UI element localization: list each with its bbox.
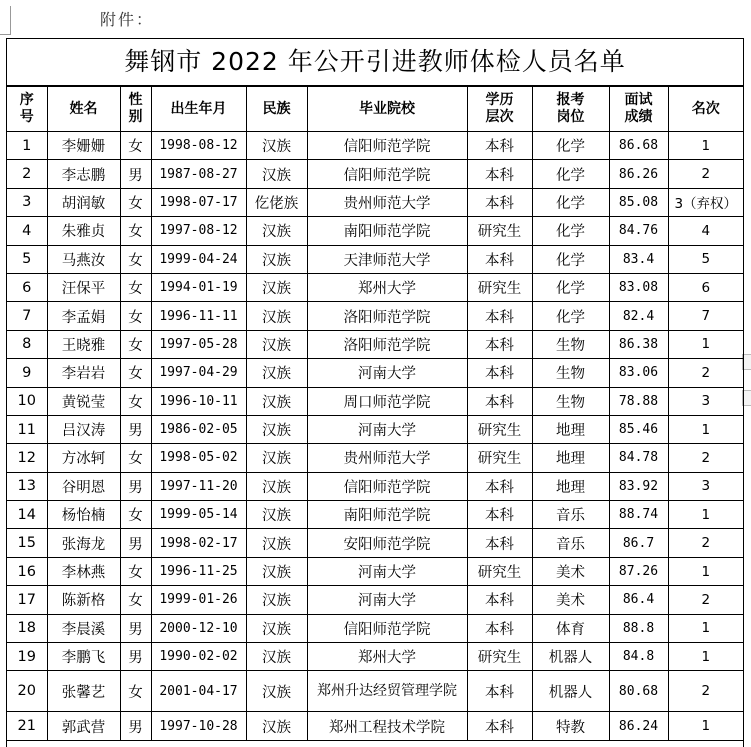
table-row <box>7 529 743 557</box>
cell-education: 本科 <box>467 712 532 740</box>
header-line: 姓名 <box>69 100 98 117</box>
cell-birthdate: 2000-12-10 <box>151 614 246 642</box>
header-line: 岗位 <box>556 109 585 125</box>
header-line: 名次 <box>691 100 720 117</box>
cell-rank: 1 <box>668 415 743 443</box>
cell-education: 研究生 <box>467 217 532 245</box>
cell-rank: 3 <box>668 387 743 415</box>
cell-gender: 女 <box>120 586 151 614</box>
table-row <box>7 472 743 500</box>
cell-education: 本科 <box>467 330 532 358</box>
cell-name: 陈新格 <box>47 586 120 614</box>
cell-position: 生物 <box>532 359 609 387</box>
cell-education: 本科 <box>467 472 532 500</box>
cell-score: 86.26 <box>609 160 668 188</box>
table-row <box>7 217 743 245</box>
table-row <box>7 359 743 387</box>
cell-position: 机器人 <box>532 643 609 671</box>
cell-name: 李林燕 <box>47 557 120 585</box>
cell-name: 王晓雅 <box>47 330 120 358</box>
cell-score: 86.68 <box>609 132 668 160</box>
cell-school: 信阳师范学院 <box>307 614 467 642</box>
cell-birthdate: 1997-11-20 <box>151 472 246 500</box>
cell-school: 河南大学 <box>307 415 467 443</box>
cell-education: 研究生 <box>467 643 532 671</box>
cell-birthdate: 1998-05-02 <box>151 444 246 472</box>
table-row <box>7 501 743 529</box>
cell-score: 84.8 <box>609 643 668 671</box>
cell-position: 特教 <box>532 712 609 740</box>
cell-ethnicity: 汉族 <box>246 586 307 614</box>
cell-name: 张馨艺 <box>47 671 120 712</box>
cell-school: 南阳师范学院 <box>307 501 467 529</box>
cell-school: 郑州升达经贸管理学院 <box>307 671 467 712</box>
cell-rank: 1 <box>668 501 743 529</box>
roster-table <box>7 86 743 741</box>
cell-name: 李岩岩 <box>47 359 120 387</box>
cell-education: 研究生 <box>467 415 532 443</box>
cell-name: 方冰轲 <box>47 444 120 472</box>
cell-school: 洛阳师范学院 <box>307 330 467 358</box>
header-line: 序 <box>19 92 34 108</box>
cell-seq: 21 <box>7 712 47 740</box>
cell-rank: 2 <box>668 671 743 712</box>
document-title: 舞钢市 2022 年公开引进教师体检人员名单 <box>7 39 743 86</box>
cell-gender: 女 <box>120 444 151 472</box>
cell-education: 本科 <box>467 160 532 188</box>
cell-name: 胡润敏 <box>47 188 120 216</box>
cell-score: 86.38 <box>609 330 668 358</box>
cell-ethnicity: 仡佬族 <box>246 188 307 216</box>
cell-position: 化学 <box>532 245 609 273</box>
table-row <box>7 132 743 160</box>
cell-position: 化学 <box>532 302 609 330</box>
cell-birthdate: 1999-05-14 <box>151 501 246 529</box>
cell-score: 80.68 <box>609 671 668 712</box>
header-col-name <box>47 87 120 132</box>
cell-gender: 男 <box>120 160 151 188</box>
header-col-rank <box>668 87 743 132</box>
cell-birthdate: 1998-02-17 <box>151 529 246 557</box>
header-line: 毕业院校 <box>359 100 415 117</box>
cell-seq: 10 <box>7 387 47 415</box>
cell-education: 研究生 <box>467 557 532 585</box>
table-body <box>7 132 743 741</box>
header-col-gender <box>120 87 151 132</box>
table-row <box>7 330 743 358</box>
cell-birthdate: 2001-04-17 <box>151 671 246 712</box>
cell-position: 地理 <box>532 472 609 500</box>
cell-gender: 男 <box>120 472 151 500</box>
cell-position: 美术 <box>532 586 609 614</box>
cell-score: 78.88 <box>609 387 668 415</box>
cell-score: 87.26 <box>609 557 668 585</box>
cell-position: 化学 <box>532 188 609 216</box>
cell-score: 86.4 <box>609 586 668 614</box>
cell-rank: 2 <box>668 586 743 614</box>
cell-name: 张海龙 <box>47 529 120 557</box>
cell-ethnicity: 汉族 <box>246 671 307 712</box>
cell-birthdate: 1997-05-28 <box>151 330 246 358</box>
table-row <box>7 273 743 301</box>
cell-name: 谷明恩 <box>47 472 120 500</box>
cell-birthdate: 1998-08-12 <box>151 132 246 160</box>
cell-gender: 男 <box>120 415 151 443</box>
cell-rank: 1 <box>668 614 743 642</box>
header-col-seq <box>7 87 47 132</box>
cell-position: 机器人 <box>532 671 609 712</box>
cell-ethnicity: 汉族 <box>246 160 307 188</box>
cell-ethnicity: 汉族 <box>246 217 307 245</box>
cell-rank: 1 <box>668 557 743 585</box>
cell-position: 地理 <box>532 444 609 472</box>
cell-gender: 女 <box>120 245 151 273</box>
cell-birthdate: 1996-10-11 <box>151 387 246 415</box>
cell-rank: 2 <box>668 160 743 188</box>
cell-rank: 5 <box>668 245 743 273</box>
cell-score: 88.74 <box>609 501 668 529</box>
cell-gender: 女 <box>120 217 151 245</box>
cell-education: 本科 <box>467 586 532 614</box>
cell-name: 李鹏飞 <box>47 643 120 671</box>
cell-rank: 7 <box>668 302 743 330</box>
cell-education: 本科 <box>467 671 532 712</box>
cell-score: 84.76 <box>609 217 668 245</box>
cell-seq: 7 <box>7 302 47 330</box>
cell-school: 信阳师范学院 <box>307 160 467 188</box>
cell-gender: 女 <box>120 557 151 585</box>
cell-rank: 2 <box>668 529 743 557</box>
cell-education: 本科 <box>467 188 532 216</box>
table-row <box>7 557 743 585</box>
cell-name: 郭武营 <box>47 712 120 740</box>
header-line: 别 <box>128 109 143 125</box>
cell-school: 洛阳师范学院 <box>307 302 467 330</box>
cell-rank: 1 <box>668 132 743 160</box>
cell-ethnicity: 汉族 <box>246 614 307 642</box>
cell-seq: 9 <box>7 359 47 387</box>
cell-name: 朱雅贞 <box>47 217 120 245</box>
cell-school: 河南大学 <box>307 557 467 585</box>
cell-seq: 5 <box>7 245 47 273</box>
cell-name: 黄锐莹 <box>47 387 120 415</box>
cell-name: 李晨溪 <box>47 614 120 642</box>
cell-education: 本科 <box>467 529 532 557</box>
cell-position: 生物 <box>532 330 609 358</box>
cell-school: 郑州大学 <box>307 643 467 671</box>
cell-ethnicity: 汉族 <box>246 557 307 585</box>
cell-gender: 男 <box>120 529 151 557</box>
header-line: 号 <box>19 109 34 125</box>
table-row <box>7 245 743 273</box>
cell-birthdate: 1994-01-19 <box>151 273 246 301</box>
cell-position: 美术 <box>532 557 609 585</box>
cell-gender: 女 <box>120 302 151 330</box>
table-row <box>7 614 743 642</box>
cell-education: 本科 <box>467 501 532 529</box>
cell-position: 化学 <box>532 132 609 160</box>
cell-score: 86.24 <box>609 712 668 740</box>
cell-ethnicity: 汉族 <box>246 415 307 443</box>
cell-score: 85.46 <box>609 415 668 443</box>
cell-position: 化学 <box>532 160 609 188</box>
cell-seq: 1 <box>7 132 47 160</box>
cell-name: 吕汉涛 <box>47 415 120 443</box>
cell-name: 李姗姗 <box>47 132 120 160</box>
cell-score: 88.8 <box>609 614 668 642</box>
cell-gender: 女 <box>120 132 151 160</box>
cell-seq: 15 <box>7 529 47 557</box>
cell-education: 本科 <box>467 245 532 273</box>
cell-name: 李孟娟 <box>47 302 120 330</box>
cell-gender: 男 <box>120 643 151 671</box>
cell-score: 83.92 <box>609 472 668 500</box>
cell-seq: 12 <box>7 444 47 472</box>
cell-seq: 3 <box>7 188 47 216</box>
cell-school: 周口师范学院 <box>307 387 467 415</box>
cell-name: 杨怡楠 <box>47 501 120 529</box>
cell-school: 郑州工程技术学院 <box>307 712 467 740</box>
cell-seq: 16 <box>7 557 47 585</box>
cell-rank: 1 <box>668 330 743 358</box>
header-col-score <box>609 87 668 132</box>
header-col-birthdate <box>151 87 246 132</box>
table-row <box>7 415 743 443</box>
cell-education: 本科 <box>467 387 532 415</box>
cell-seq: 18 <box>7 614 47 642</box>
cell-birthdate: 1999-04-24 <box>151 245 246 273</box>
cell-gender: 女 <box>120 387 151 415</box>
cell-education: 本科 <box>467 132 532 160</box>
cell-birthdate: 1986-02-05 <box>151 415 246 443</box>
cell-school: 贵州师范大学 <box>307 188 467 216</box>
cell-birthdate: 1996-11-25 <box>151 557 246 585</box>
cell-ethnicity: 汉族 <box>246 302 307 330</box>
header-line: 面试 <box>624 92 653 108</box>
cell-position: 音乐 <box>532 501 609 529</box>
cell-ethnicity: 汉族 <box>246 501 307 529</box>
cell-gender: 男 <box>120 614 151 642</box>
cell-school: 郑州大学 <box>307 273 467 301</box>
cell-birthdate: 1997-08-12 <box>151 217 246 245</box>
cell-birthdate: 1996-11-11 <box>151 302 246 330</box>
header-col-school <box>307 87 467 132</box>
table-row <box>7 188 743 216</box>
table-row <box>7 712 743 740</box>
cell-birthdate: 1997-10-28 <box>151 712 246 740</box>
header-line: 出生年月 <box>170 100 227 117</box>
cell-education: 本科 <box>467 614 532 642</box>
cell-ethnicity: 汉族 <box>246 387 307 415</box>
cell-seq: 14 <box>7 501 47 529</box>
cell-gender: 女 <box>120 671 151 712</box>
cell-ethnicity: 汉族 <box>246 245 307 273</box>
cell-ethnicity: 汉族 <box>246 273 307 301</box>
cell-gender: 女 <box>120 273 151 301</box>
cell-rank: 1 <box>668 643 743 671</box>
cell-ethnicity: 汉族 <box>246 643 307 671</box>
header-col-ethnicity <box>246 87 307 132</box>
cell-score: 84.78 <box>609 444 668 472</box>
cell-ethnicity: 汉族 <box>246 132 307 160</box>
page-corner-mark <box>0 6 11 35</box>
cell-school: 南阳师范学院 <box>307 217 467 245</box>
roster-sheet <box>6 38 744 747</box>
cell-education: 本科 <box>467 302 532 330</box>
cell-rank: 3 <box>668 472 743 500</box>
cell-school: 贵州师范大学 <box>307 444 467 472</box>
cell-school: 天津师范大学 <box>307 245 467 273</box>
cell-seq: 2 <box>7 160 47 188</box>
cell-ethnicity: 汉族 <box>246 712 307 740</box>
cell-ethnicity: 汉族 <box>246 359 307 387</box>
cell-name: 李志鹏 <box>47 160 120 188</box>
cell-rank: 2 <box>668 444 743 472</box>
cell-ethnicity: 汉族 <box>246 472 307 500</box>
cell-gender: 女 <box>120 359 151 387</box>
header-col-position <box>532 87 609 132</box>
cell-seq: 6 <box>7 273 47 301</box>
cell-seq: 13 <box>7 472 47 500</box>
cell-school: 信阳师范学院 <box>307 132 467 160</box>
cell-ethnicity: 汉族 <box>246 444 307 472</box>
cell-rank: 2 <box>668 359 743 387</box>
attachment-label: 附件： <box>100 10 155 29</box>
header-line: 学历 <box>485 92 514 108</box>
cell-seq: 11 <box>7 415 47 443</box>
table-row <box>7 586 743 614</box>
cell-position: 化学 <box>532 217 609 245</box>
cell-gender: 女 <box>120 188 151 216</box>
cell-gender: 女 <box>120 501 151 529</box>
cell-birthdate: 1998-07-17 <box>151 188 246 216</box>
cell-education: 研究生 <box>467 273 532 301</box>
header-col-education <box>467 87 532 132</box>
cell-school: 信阳师范学院 <box>307 472 467 500</box>
cell-position: 地理 <box>532 415 609 443</box>
cell-ethnicity: 汉族 <box>246 529 307 557</box>
cell-score: 85.08 <box>609 188 668 216</box>
cell-position: 生物 <box>532 387 609 415</box>
cell-school: 河南大学 <box>307 359 467 387</box>
cell-rank: 4 <box>668 217 743 245</box>
table-header-row <box>7 87 743 132</box>
table-row <box>7 387 743 415</box>
cell-score: 86.7 <box>609 529 668 557</box>
cell-name: 汪保平 <box>47 273 120 301</box>
cell-birthdate: 1990-02-02 <box>151 643 246 671</box>
cell-gender: 男 <box>120 712 151 740</box>
cell-ethnicity: 汉族 <box>246 330 307 358</box>
cell-school: 安阳师范学院 <box>307 529 467 557</box>
cell-rank: 3（弃权） <box>668 188 743 216</box>
cell-score: 83.08 <box>609 273 668 301</box>
cell-education: 研究生 <box>467 444 532 472</box>
header-line: 性 <box>128 92 143 108</box>
cell-gender: 女 <box>120 330 151 358</box>
cell-name: 马燕汝 <box>47 245 120 273</box>
cell-birthdate: 1987-08-27 <box>151 160 246 188</box>
cell-score: 83.06 <box>609 359 668 387</box>
table-row <box>7 444 743 472</box>
cell-seq: 17 <box>7 586 47 614</box>
cell-birthdate: 1999-01-26 <box>151 586 246 614</box>
header-line: 成绩 <box>624 109 653 125</box>
header-line: 报考 <box>556 92 585 108</box>
cell-rank: 6 <box>668 273 743 301</box>
cell-school: 河南大学 <box>307 586 467 614</box>
cell-seq: 19 <box>7 643 47 671</box>
cell-birthdate: 1997-04-29 <box>151 359 246 387</box>
cell-position: 音乐 <box>532 529 609 557</box>
cell-position: 化学 <box>532 273 609 301</box>
cell-seq: 20 <box>7 671 47 712</box>
cell-seq: 4 <box>7 217 47 245</box>
header-line: 民族 <box>262 100 291 117</box>
table-row <box>7 302 743 330</box>
header-line: 层次 <box>485 109 514 125</box>
table-row <box>7 160 743 188</box>
table-row <box>7 643 743 671</box>
cell-score: 83.4 <box>609 245 668 273</box>
cell-education: 本科 <box>467 359 532 387</box>
cell-position: 体育 <box>532 614 609 642</box>
cell-score: 82.4 <box>609 302 668 330</box>
cell-seq: 8 <box>7 330 47 358</box>
cell-rank: 1 <box>668 712 743 740</box>
table-row <box>7 671 743 712</box>
